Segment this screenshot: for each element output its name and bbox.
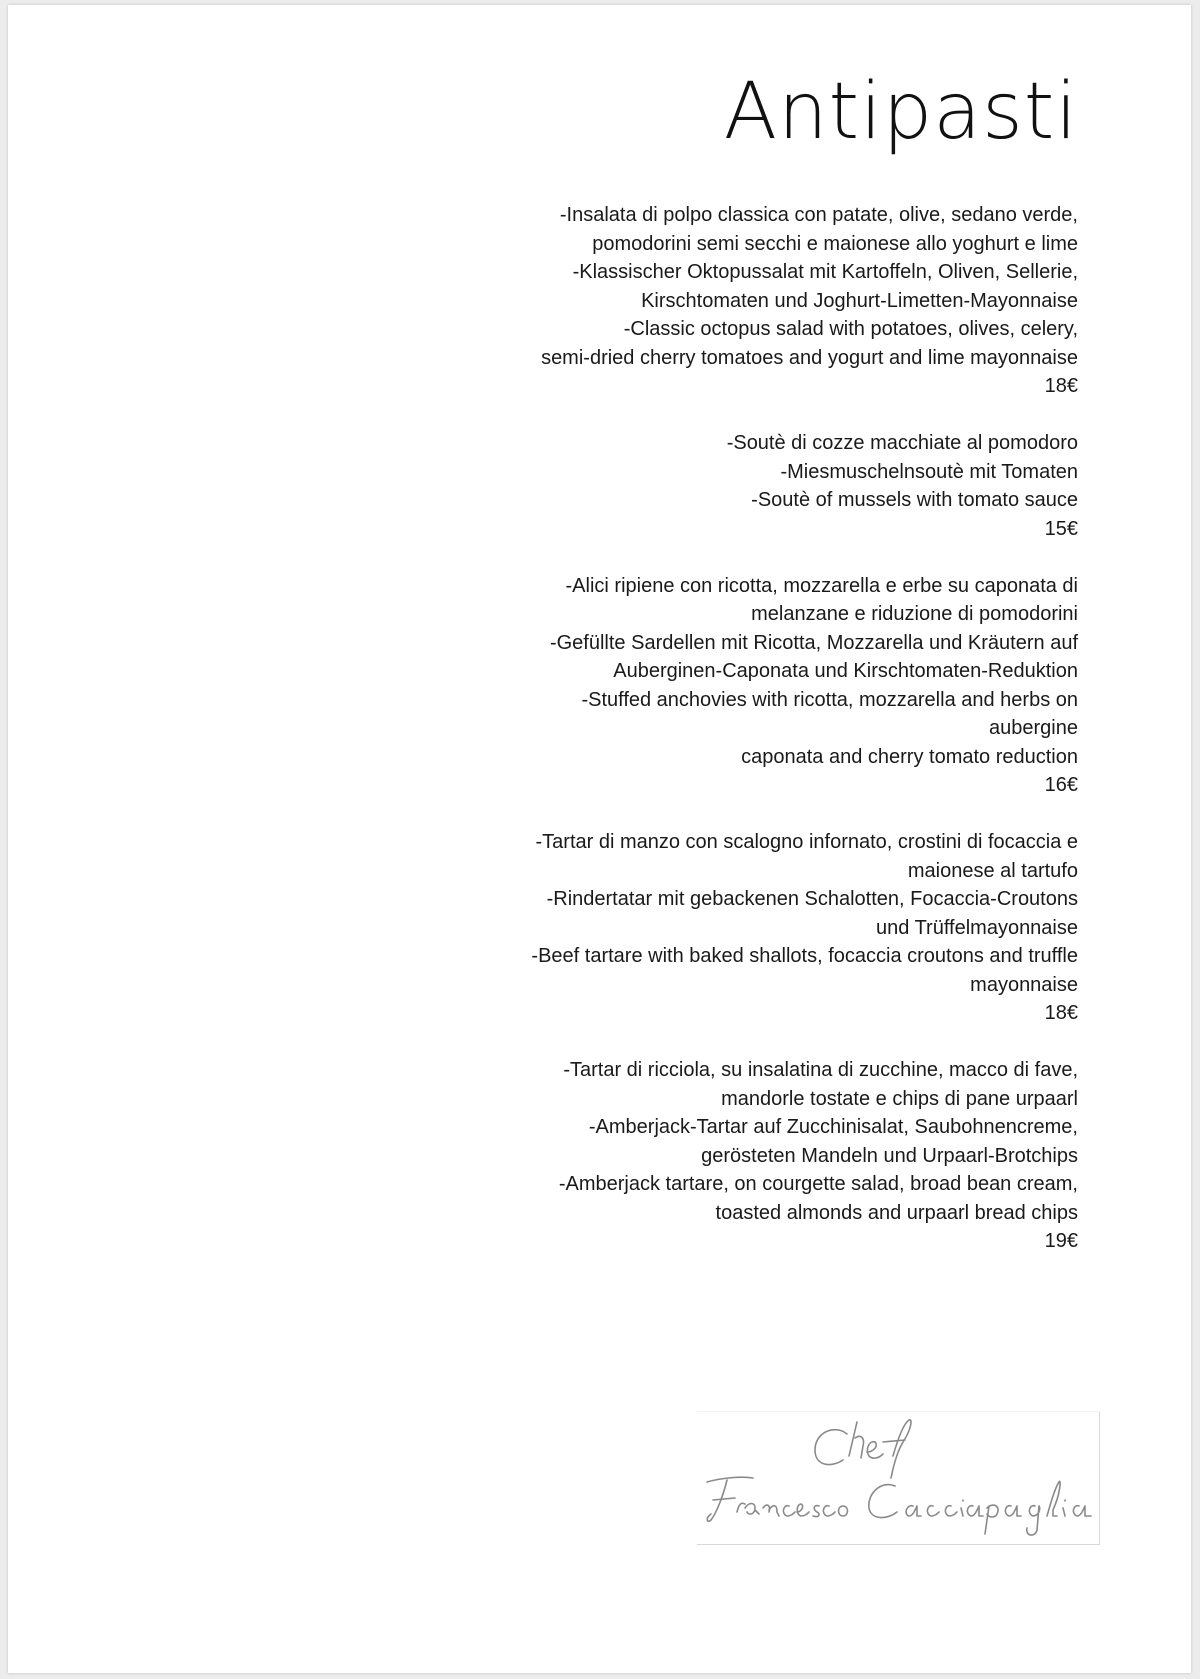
page-title: Antipasti	[723, 67, 1078, 157]
dish-item	[438, 1056, 1078, 1256]
dish-line: mandorle tostate e chips di pane urpaarl	[721, 1087, 1078, 1110]
dish-line: -Classic octopus salad with potatoes, olives, celery,	[623, 318, 1078, 340]
signature-icon	[697, 1412, 1099, 1544]
dish-list	[438, 201, 1078, 1284]
dish-line: -Soutè of mussels with tomato sauce	[751, 489, 1078, 511]
dish-price: 15€	[1044, 517, 1078, 540]
dish-line: Kirschtomaten und Joghurt-Limetten-Mayonnaise	[641, 289, 1078, 312]
dish-line: -Miesmuschelnsoutè mit Tomaten	[780, 460, 1078, 483]
dish-line: -Rindertatar mit gebackenen Schalotten, Focaccia-Croutons	[546, 888, 1078, 910]
dish-line: -Alici ripiene con ricotta, mozzarella e erbe su caponata di	[565, 574, 1078, 597]
dish-price: 16€	[1044, 774, 1078, 796]
dish-line: melanzane e riduzione di pomodorini	[751, 603, 1078, 625]
dish-price: 18€	[1044, 375, 1078, 397]
dish-line: semi-dried cherry tomatoes and yogurt and lime mayonnaise	[541, 346, 1078, 369]
dish-line: toasted almonds and urpaarl bread chips	[715, 1201, 1078, 1224]
dish-line: -Stuffed anchovies with ricotta, mozzarella and herbs on	[581, 688, 1078, 711]
dish-line: -Klassischer Oktopussalat mit Kartoffeln, Oliven, Sellerie,	[572, 261, 1078, 283]
dish-line: -Amberjack tartare, on courgette salad, broad bean cream,	[558, 1173, 1078, 1195]
dish-price: 18€	[1044, 1002, 1078, 1024]
dish-item	[438, 201, 1078, 401]
dish-item	[438, 572, 1078, 800]
dish-item	[438, 429, 1078, 543]
dish-line: gerösteten Mandeln und Urpaarl-Brotchips	[701, 1144, 1078, 1167]
dish-line: -Gefüllte Sardellen mit Ricotta, Mozzarella und Kräutern auf	[549, 631, 1078, 654]
dish-line: -Beef tartare with baked shallots, focaccia croutons and truffle	[531, 945, 1078, 967]
dish-line: und Trüffelmayonnaise	[876, 916, 1078, 939]
dish-line: Auberginen-Caponata und Kirschtomaten-Reduktion	[613, 660, 1078, 682]
dish-line: -Tartar di manzo con scalogno infornato, crostini di focaccia e	[535, 831, 1078, 853]
dish-line: mayonnaise	[970, 973, 1078, 996]
dish-line: pomodorini semi secchi e maionese allo yoghurt e lime	[592, 232, 1078, 255]
dish-line: -Tartar di ricciola, su insalatina di zucchine, macco di fave,	[563, 1059, 1078, 1081]
menu-page	[8, 5, 1191, 1673]
dish-line: caponata and cherry tomato reduction	[741, 745, 1078, 768]
dish-line: aubergine	[989, 717, 1078, 739]
dish-price: 19€	[1044, 1230, 1078, 1252]
dish-item	[438, 828, 1078, 1028]
dish-line: maionese al tartufo	[907, 859, 1078, 882]
chef-signature	[697, 1411, 1100, 1545]
dish-line: -Insalata di polpo classica con patate, olive, sedano verde,	[559, 204, 1078, 226]
dish-line: -Amberjack-Tartar auf Zucchinisalat, Saubohnencreme,	[588, 1116, 1078, 1138]
dish-line: -Soutè di cozze macchiate al pomodoro	[726, 432, 1078, 454]
